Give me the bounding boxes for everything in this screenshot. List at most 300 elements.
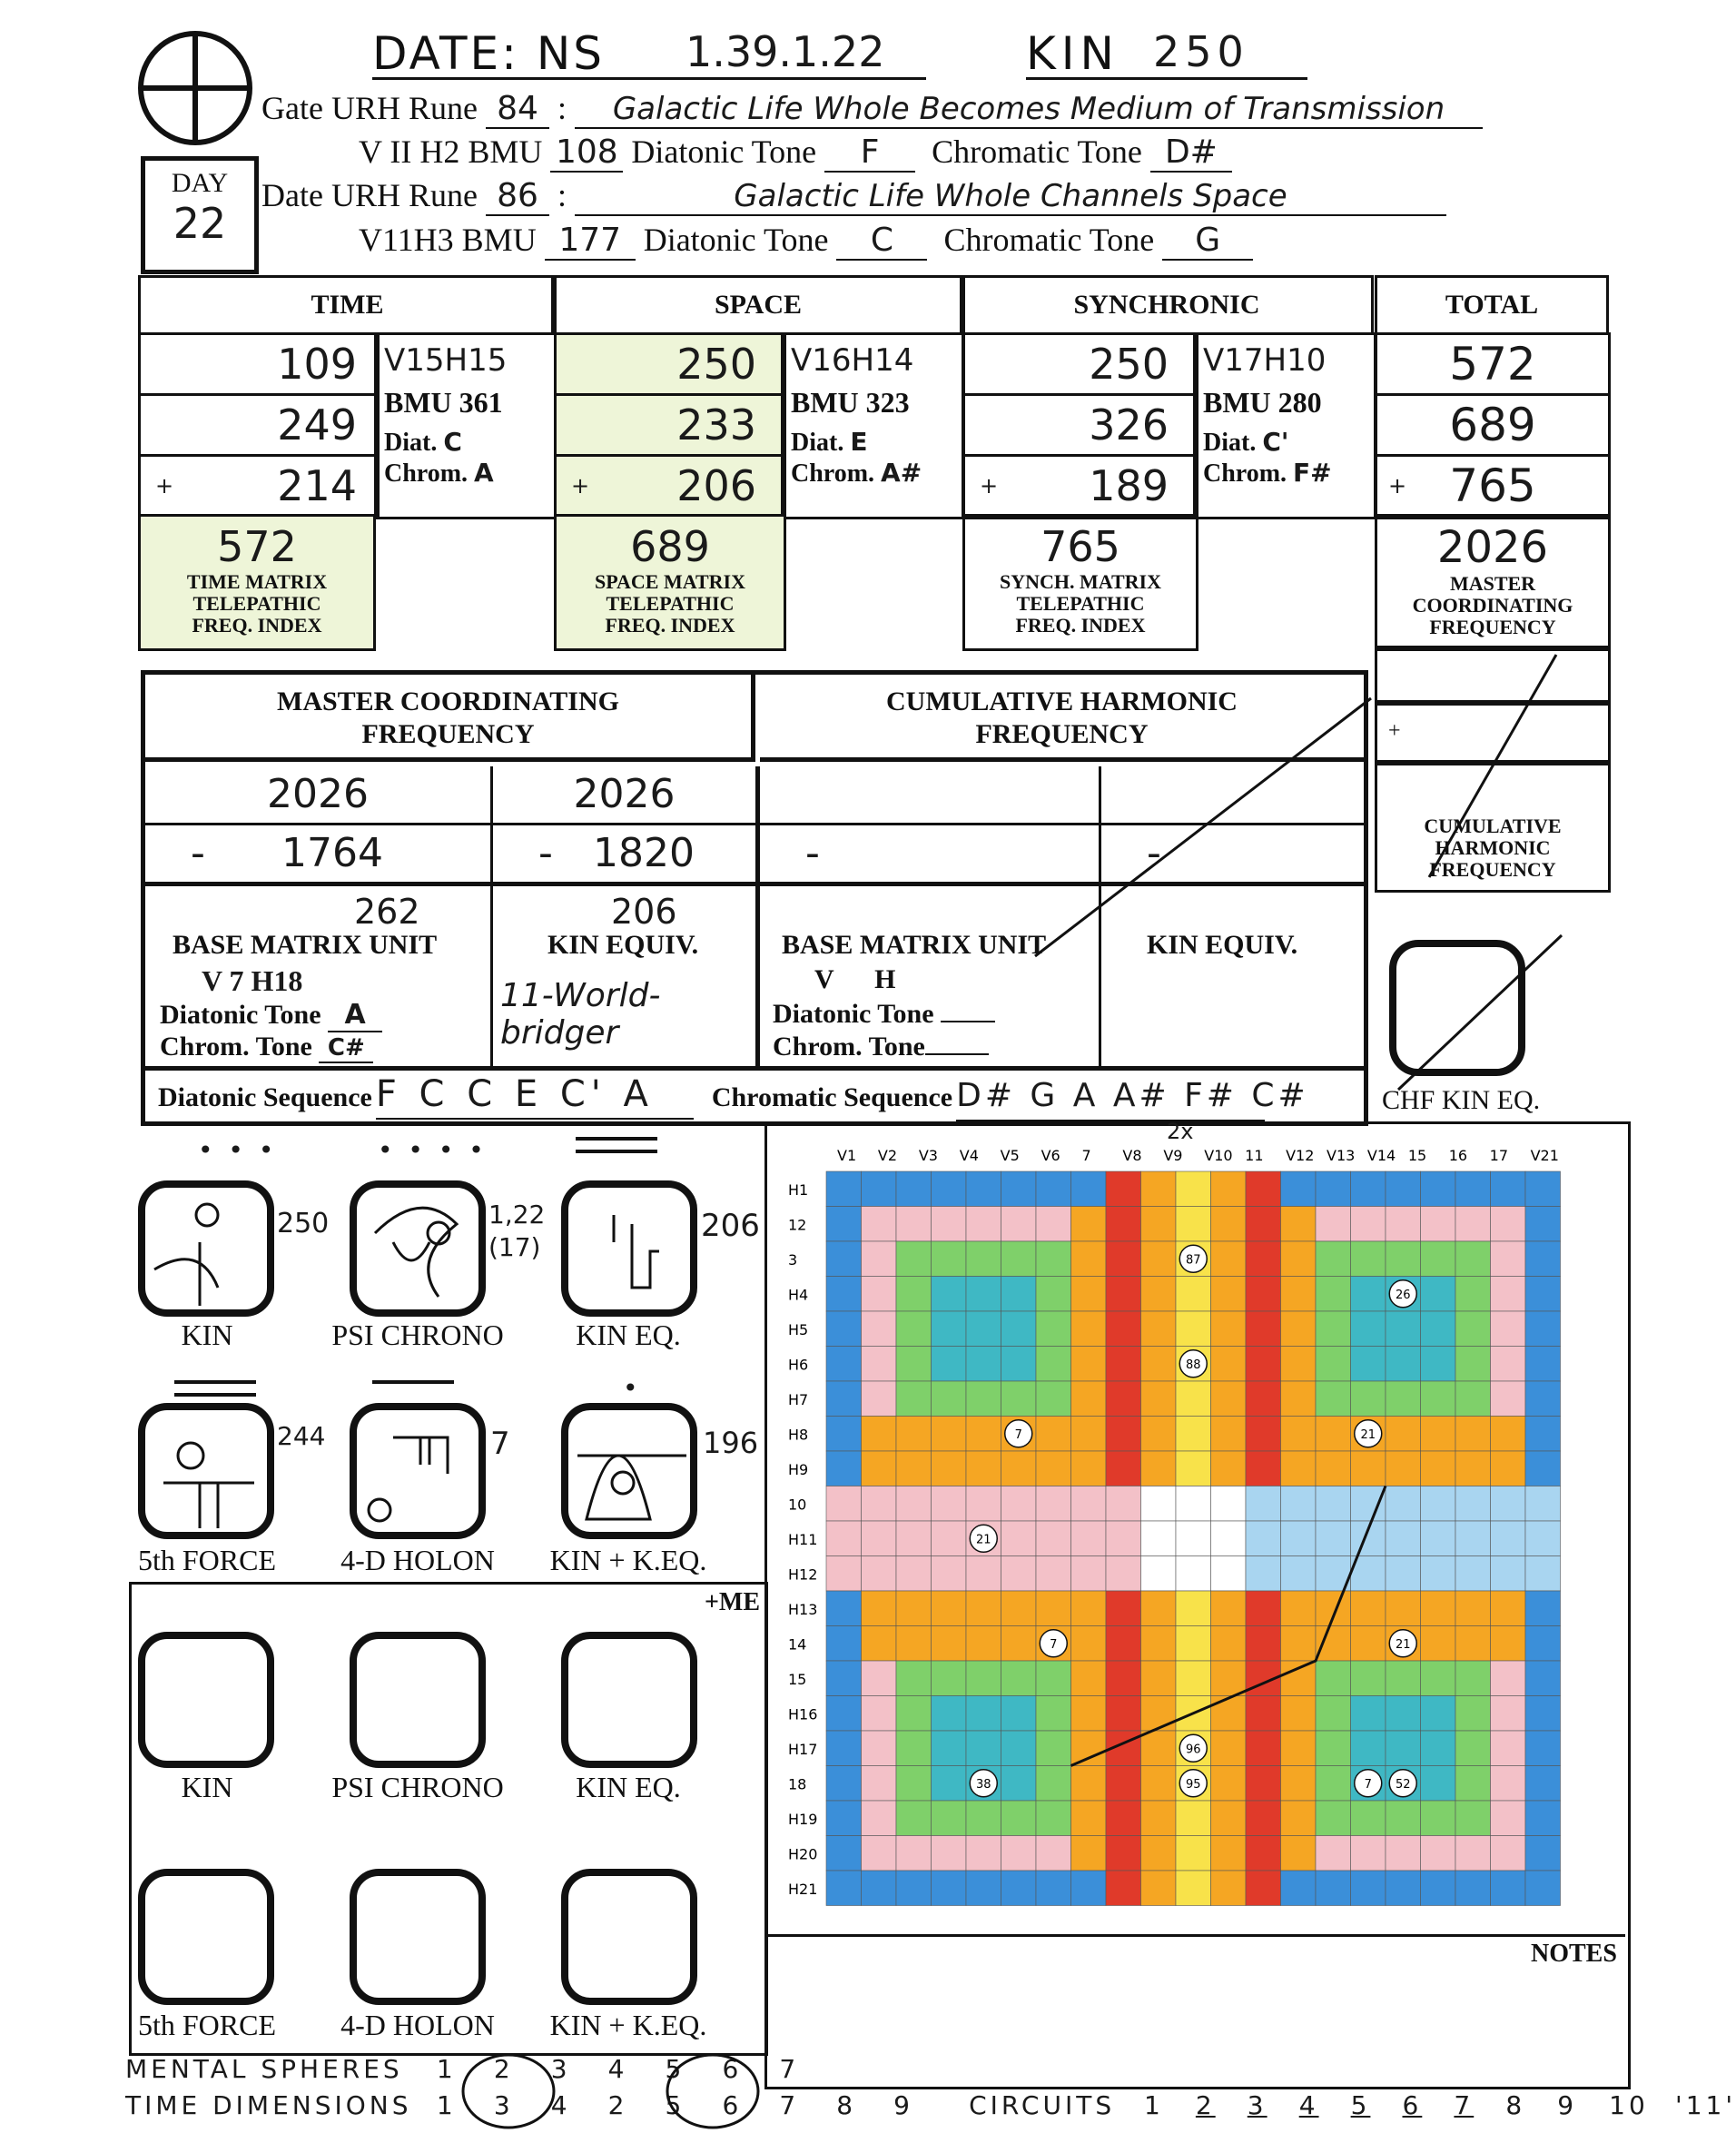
grid-cell [1455, 1626, 1491, 1662]
grid-cell [1316, 1521, 1351, 1556]
grid-cell [1421, 1696, 1456, 1732]
notes-divider [764, 1934, 1625, 1937]
kin-dots: • • • [198, 1135, 278, 1165]
grid-cell [1176, 1486, 1211, 1522]
grid-cell [1491, 1801, 1526, 1836]
grid-cell [1491, 1311, 1526, 1347]
grid-cell [1421, 1591, 1456, 1626]
grid-cell [966, 1836, 1001, 1871]
grid-cell [1455, 1731, 1491, 1766]
grid-circle-label: 7 [1014, 1427, 1022, 1442]
grid-cell [1071, 1171, 1107, 1207]
grid-cell [862, 1311, 897, 1347]
kin-note: 250 [277, 1208, 330, 1239]
mcf-title: MASTER COORDINATING FREQUENCY [145, 675, 755, 762]
grid-circle-label: 21 [1360, 1427, 1376, 1442]
grid-cell [1316, 1417, 1351, 1452]
grid-cell [896, 1381, 932, 1417]
grid-cell [1106, 1311, 1141, 1347]
grid-row-label: H21 [788, 1881, 818, 1898]
grid-cell [932, 1381, 967, 1417]
grid-cell [1211, 1801, 1247, 1836]
mcf-r1c2: 2026 [493, 766, 760, 825]
gate-tones-line: V II H2 BMU 108 Diatonic Tone F Chromatic Tone D# [359, 133, 1232, 173]
grid-cell [1211, 1241, 1247, 1277]
grid-cell [896, 1591, 932, 1626]
total-diagonal-line [1375, 646, 1609, 891]
grid-cell [862, 1731, 897, 1766]
grid-cell [896, 1486, 932, 1522]
grid-cell [1351, 1347, 1386, 1382]
grid-cell [1106, 1801, 1141, 1836]
grid-row-label: 18 [788, 1775, 807, 1793]
kin-keq-label: KIN + K.EQ. [549, 1544, 707, 1576]
grid-cell [1316, 1347, 1351, 1382]
grid-cell [1071, 1801, 1107, 1836]
grid-cell [826, 1801, 862, 1836]
grid-cell [1001, 1696, 1037, 1732]
date-rune-line: Date URH Rune 86 : Galactic Life Whole Channels Space [261, 176, 1446, 216]
grid-cell [1001, 1766, 1037, 1802]
grid-cell [1491, 1241, 1526, 1277]
grid-cell [1001, 1731, 1037, 1766]
grid-row-label: H12 [788, 1565, 818, 1584]
holomind-grid [781, 1135, 1562, 1934]
grid-col-label: 7 [1081, 1147, 1091, 1164]
grid-cell [966, 1451, 1001, 1486]
grid-col-label: V12 [1286, 1147, 1315, 1164]
grid-cell [1106, 1417, 1141, 1452]
grid-cell [1281, 1451, 1317, 1486]
grid-cell [1386, 1241, 1421, 1277]
grid-top-note: 2x [1167, 1119, 1194, 1144]
grid-cell [966, 1731, 1001, 1766]
grid-cell [826, 1731, 862, 1766]
grid-cell [896, 1241, 932, 1277]
grid-cell [1525, 1277, 1561, 1312]
grid-cell [1421, 1347, 1456, 1382]
grid-cell [1071, 1696, 1107, 1732]
grid-cell [1455, 1836, 1491, 1871]
grid-cell [1176, 1171, 1211, 1207]
grid-cell [1176, 1661, 1211, 1696]
grid-cell [1421, 1207, 1456, 1242]
grid-cell [1246, 1731, 1281, 1766]
grid-cell [896, 1626, 932, 1662]
grid-row-label: 3 [788, 1251, 798, 1269]
grid-cell [1001, 1347, 1037, 1382]
grid-cell [1351, 1311, 1386, 1347]
grid-cell [1106, 1626, 1141, 1662]
grid-cell [1246, 1241, 1281, 1277]
grid-cell [826, 1696, 862, 1732]
grid-cell [1316, 1311, 1351, 1347]
grid-cell [826, 1836, 862, 1871]
total-header: TOTAL [1375, 275, 1609, 335]
notes-label: NOTES [1531, 1940, 1617, 1968]
grid-cell [1071, 1871, 1107, 1906]
grid-cell [862, 1486, 897, 1522]
grid-circle-label: 7 [1050, 1637, 1058, 1652]
grid-cell [1421, 1521, 1456, 1556]
grid-cell [1455, 1556, 1491, 1592]
grid-row-label: H6 [788, 1356, 809, 1374]
grid-circle-label: 38 [975, 1777, 991, 1792]
grid-cell [966, 1486, 1001, 1522]
grid-cell [1071, 1347, 1107, 1382]
grid-cell [826, 1661, 862, 1696]
grid-cell [1036, 1591, 1071, 1626]
grid-cell [1455, 1801, 1491, 1836]
grid-col-label: V3 [918, 1147, 938, 1164]
grid-cell [966, 1381, 1001, 1417]
grid-cell [1141, 1801, 1177, 1836]
kin-eq-glyph [561, 1180, 697, 1317]
grid-cell [1176, 1801, 1211, 1836]
chf-cell: CUMULATIVE HARMONIC FREQUENCY [1375, 760, 1611, 893]
grid-cell [1071, 1661, 1107, 1696]
grid-cell [1491, 1207, 1526, 1242]
grid-cell [1281, 1277, 1317, 1312]
grid-cell [1246, 1381, 1281, 1417]
grid-cell [932, 1626, 967, 1662]
chf-kin-equiv-cell: KIN EQUIV. [1101, 886, 1364, 1071]
grid-cell [1455, 1451, 1491, 1486]
grid-cell [1071, 1556, 1107, 1592]
chf-r2c1: - [760, 825, 1101, 886]
grid-cell [826, 1591, 862, 1626]
grid-cell [1141, 1521, 1177, 1556]
grid-cell [1281, 1801, 1317, 1836]
grid-cell [862, 1381, 897, 1417]
grid-circle-label: 21 [1395, 1637, 1411, 1652]
grid-row-label: H13 [788, 1601, 818, 1618]
grid-cell [1071, 1207, 1107, 1242]
grid-cell [1281, 1766, 1317, 1802]
grid-cell [1071, 1381, 1107, 1417]
chf-base-matrix-cell: BASE MATRIX UNIT V H Diatonic Tone Chrom. Tone [760, 886, 1101, 1071]
psi-chrono-label: PSI CHRONO [331, 1318, 504, 1351]
grid-cell [966, 1556, 1001, 1592]
grid-cell [1525, 1801, 1561, 1836]
grid-row-label: 14 [788, 1635, 807, 1654]
grid-cell [1001, 1171, 1037, 1207]
grid-cell [1491, 1696, 1526, 1732]
grid-cell [896, 1171, 932, 1207]
grid-cell [1281, 1521, 1317, 1556]
grid-cell [826, 1277, 862, 1312]
grid-cell [862, 1207, 897, 1242]
grid-cell [1525, 1241, 1561, 1277]
me-label: +ME [704, 1588, 760, 1616]
grid-cell [1316, 1626, 1351, 1662]
grid-cell [1106, 1591, 1141, 1626]
grid-cell [1421, 1171, 1456, 1207]
grid-cell [932, 1556, 967, 1592]
holon-note: 7 [490, 1426, 510, 1462]
grid-cell [826, 1241, 862, 1277]
grid-cell [1525, 1451, 1561, 1486]
grid-cell [826, 1766, 862, 1802]
grid-cell [1386, 1521, 1421, 1556]
grid-cell [1141, 1311, 1177, 1347]
mental-spheres-row: MENTAL SPHERES 1 2 3 4 5 6 7 [125, 2054, 800, 2084]
me-kin-glyph [138, 1632, 274, 1768]
grid-cell [1036, 1451, 1071, 1486]
space-bmu-cell: V16H14 BMU 323 Diat. E Chrom. A# [781, 332, 964, 519]
grid-cell [1455, 1347, 1491, 1382]
grid-cell [1316, 1836, 1351, 1871]
me-psi-glyph [350, 1632, 486, 1768]
grid-col-label: V8 [1122, 1147, 1142, 1164]
grid-cell [862, 1241, 897, 1277]
kin-value: 250 [1153, 27, 1249, 76]
grid-col-label: V6 [1041, 1147, 1060, 1164]
grid-cell [1281, 1417, 1317, 1452]
grid-cell [1525, 1556, 1561, 1592]
grid-cell [1211, 1207, 1247, 1242]
gate-rune-line: Gate URH Rune 84 : Galactic Life Whole Becomes Medium of Transmission [261, 89, 1483, 129]
grid-cell [1036, 1836, 1071, 1871]
grid-cell [862, 1521, 897, 1556]
grid-cell [1525, 1381, 1561, 1417]
grid-cell [1071, 1311, 1107, 1347]
grid-cell [1351, 1591, 1386, 1626]
grid-cell [1211, 1871, 1247, 1906]
grid-cell [862, 1171, 897, 1207]
kin-keq-glyph [561, 1403, 697, 1539]
grid-cell [1316, 1277, 1351, 1312]
grid-cell [966, 1207, 1001, 1242]
grid-cell [1525, 1626, 1561, 1662]
grid-cell [1246, 1171, 1281, 1207]
grid-cell [1525, 1871, 1561, 1906]
grid-cell [826, 1521, 862, 1556]
grid-cell [932, 1277, 967, 1312]
grid-row-label: H9 [788, 1461, 809, 1478]
kin-equiv-cell: 206 KIN EQUIV. 11-World-bridger [493, 886, 760, 1071]
grid-cell [1106, 1381, 1141, 1417]
grid-cell [1491, 1277, 1526, 1312]
psi-note: 1,22 (17) [488, 1200, 546, 1262]
grid-cell [1351, 1661, 1386, 1696]
grid-cell [1001, 1277, 1037, 1312]
grid-cell [966, 1347, 1001, 1382]
grid-cell [1316, 1451, 1351, 1486]
grid-cell [862, 1836, 897, 1871]
grid-cell [1386, 1486, 1421, 1522]
grid-cell [1036, 1417, 1071, 1452]
grid-cell [1491, 1451, 1526, 1486]
grid-col-label: V5 [1000, 1147, 1020, 1164]
grid-cell [1455, 1277, 1491, 1312]
grid-cell [932, 1486, 967, 1522]
grid-circle-label: 95 [1185, 1777, 1201, 1792]
grid-cell [1525, 1347, 1561, 1382]
grid-cell [896, 1451, 932, 1486]
grid-circle-label: 7 [1364, 1777, 1372, 1792]
grid-cell [1491, 1731, 1526, 1766]
chf-title: CUMULATIVE HARMONIC FREQUENCY [760, 675, 1364, 762]
grid-cell [966, 1801, 1001, 1836]
grid-cell [966, 1277, 1001, 1312]
grid-cell [896, 1417, 932, 1452]
grid-cell [1525, 1766, 1561, 1802]
grid-cell [1106, 1486, 1141, 1522]
grid-cell [966, 1241, 1001, 1277]
grid-cell [826, 1417, 862, 1452]
grid-cell [896, 1836, 932, 1871]
grid-cell [826, 1626, 862, 1662]
kineq-bars [576, 1137, 657, 1153]
grid-cell [1455, 1696, 1491, 1732]
holon-bar [372, 1380, 454, 1393]
grid-cell [1176, 1871, 1211, 1906]
grid-cell [1421, 1626, 1456, 1662]
grid-cell [1071, 1451, 1107, 1486]
day-label: DAY [171, 168, 229, 198]
time-bmu-cell: V15H15 BMU 361 Diat. C Chrom. A [374, 332, 557, 519]
chf-kin-label: CHF KIN EQ. [1382, 1085, 1541, 1115]
grid-cell [1491, 1556, 1526, 1592]
grid-cell [1351, 1207, 1386, 1242]
grid-cell [896, 1661, 932, 1696]
grid-cell [1491, 1661, 1526, 1696]
grid-cell [1525, 1836, 1561, 1871]
grid-cell [1491, 1347, 1526, 1382]
grid-cell [1386, 1696, 1421, 1732]
grid-row-label: H11 [788, 1531, 818, 1548]
grid-cell [1351, 1801, 1386, 1836]
grid-cell [896, 1801, 932, 1836]
grid-cell [1141, 1836, 1177, 1871]
grid-col-label: V21 [1530, 1147, 1559, 1164]
grid-cell [1281, 1661, 1317, 1696]
grid-cell [1246, 1591, 1281, 1626]
me-kineq-label: KIN EQ. [576, 1771, 681, 1803]
grid-cell [1176, 1451, 1211, 1486]
grid-cell [1351, 1451, 1386, 1486]
mcf-r2c2: - 1820 [493, 825, 760, 886]
grid-cell [1141, 1591, 1177, 1626]
grid-cell [826, 1171, 862, 1207]
grid-cell [1351, 1731, 1386, 1766]
total-values: 572 689 + 765 [1375, 332, 1611, 519]
grid-cell [1106, 1451, 1141, 1486]
grid-cell [1246, 1207, 1281, 1242]
grid-cell [1141, 1277, 1177, 1312]
time-total-cell: 572 TIME MATRIX TELEPATHIC FREQ. INDEX [138, 514, 376, 651]
grid-cell [1176, 1311, 1211, 1347]
grid-cell [1106, 1347, 1141, 1382]
grid-cell [1351, 1241, 1386, 1277]
grid-cell [1036, 1696, 1071, 1732]
grid-cell [1525, 1521, 1561, 1556]
grid-cell [1141, 1871, 1177, 1906]
grid-cell [1386, 1171, 1421, 1207]
grid-col-label: V4 [959, 1147, 979, 1164]
grid-cell [896, 1696, 932, 1732]
grid-cell [1071, 1766, 1107, 1802]
grid-cell [1281, 1381, 1317, 1417]
grid-cell [1036, 1171, 1071, 1207]
kin-glyph [138, 1180, 274, 1317]
grid-cell [826, 1347, 862, 1382]
grid-cell [1421, 1556, 1456, 1592]
grid-cell [1421, 1381, 1456, 1417]
grid-cell [966, 1696, 1001, 1732]
grid-cell [862, 1871, 897, 1906]
grid-circle-label: 52 [1395, 1777, 1411, 1792]
grid-cell [1421, 1311, 1456, 1347]
grid-cell [1386, 1451, 1421, 1486]
grid-cell [1455, 1171, 1491, 1207]
grid-col-label: V10 [1204, 1147, 1233, 1164]
kin-label: KIN [181, 1318, 233, 1351]
grid-cell [1071, 1241, 1107, 1277]
grid-cell [1316, 1486, 1351, 1522]
grid-cell [1036, 1871, 1071, 1906]
grid-cell [1386, 1556, 1421, 1592]
grid-cell [1211, 1766, 1247, 1802]
grid-cell [1455, 1417, 1491, 1452]
sync-bmu-cell: V17H10 BMU 280 Diat. C' Chrom. F# [1193, 332, 1376, 519]
grid-cell [1211, 1417, 1247, 1452]
grid-cell [1421, 1241, 1456, 1277]
grid-cell [1001, 1451, 1037, 1486]
grid-cell [966, 1626, 1001, 1662]
grid-cell [932, 1661, 967, 1696]
grid-cell [1211, 1486, 1247, 1522]
grid-circle-label: 88 [1185, 1358, 1201, 1372]
grid-cell [1421, 1731, 1456, 1766]
grid-cell [896, 1521, 932, 1556]
grid-cell [1211, 1591, 1247, 1626]
fifth-force-label: 5th FORCE [137, 1544, 277, 1576]
fifth-force-glyph [138, 1403, 274, 1539]
grid-cell [966, 1661, 1001, 1696]
kineq-note: 206 [701, 1208, 760, 1244]
grid-cell [1281, 1591, 1317, 1626]
grid-cell [1525, 1171, 1561, 1207]
grid-cell [1141, 1556, 1177, 1592]
grid-cell [1246, 1347, 1281, 1382]
grid-cell [932, 1451, 967, 1486]
kin-eq-label: KIN EQ. [576, 1318, 681, 1351]
grid-cell [1246, 1451, 1281, 1486]
me-holon-label: 4-D HOLON [340, 2009, 495, 2041]
grid-cell [1386, 1381, 1421, 1417]
grid-cell [1525, 1486, 1561, 1522]
synchronic-header: SYNCHRONIC [960, 275, 1374, 335]
grid-cell [1351, 1171, 1386, 1207]
grid-cell [1421, 1661, 1456, 1696]
grid-cell [1036, 1486, 1071, 1522]
day-value: 22 [173, 199, 227, 248]
grid-cell [1071, 1521, 1107, 1556]
grid-cell [1001, 1207, 1037, 1242]
grid-cell [1071, 1417, 1107, 1452]
grid-cell [1525, 1661, 1561, 1696]
grid-cell [1036, 1311, 1071, 1347]
grid-cell [1211, 1661, 1247, 1696]
grid-cell [1106, 1207, 1141, 1242]
grid-cell [1176, 1836, 1211, 1871]
grid-cell [1386, 1836, 1421, 1871]
me-holon-glyph [350, 1869, 486, 2005]
time-dimensions-row: TIME DIMENSIONS 1 3 4 2 5 6 7 8 9 CIRCUITS 1 2 3 4 5 6 7 8 9 10 '11' [125, 2090, 1736, 2120]
grid-cell [826, 1486, 862, 1522]
